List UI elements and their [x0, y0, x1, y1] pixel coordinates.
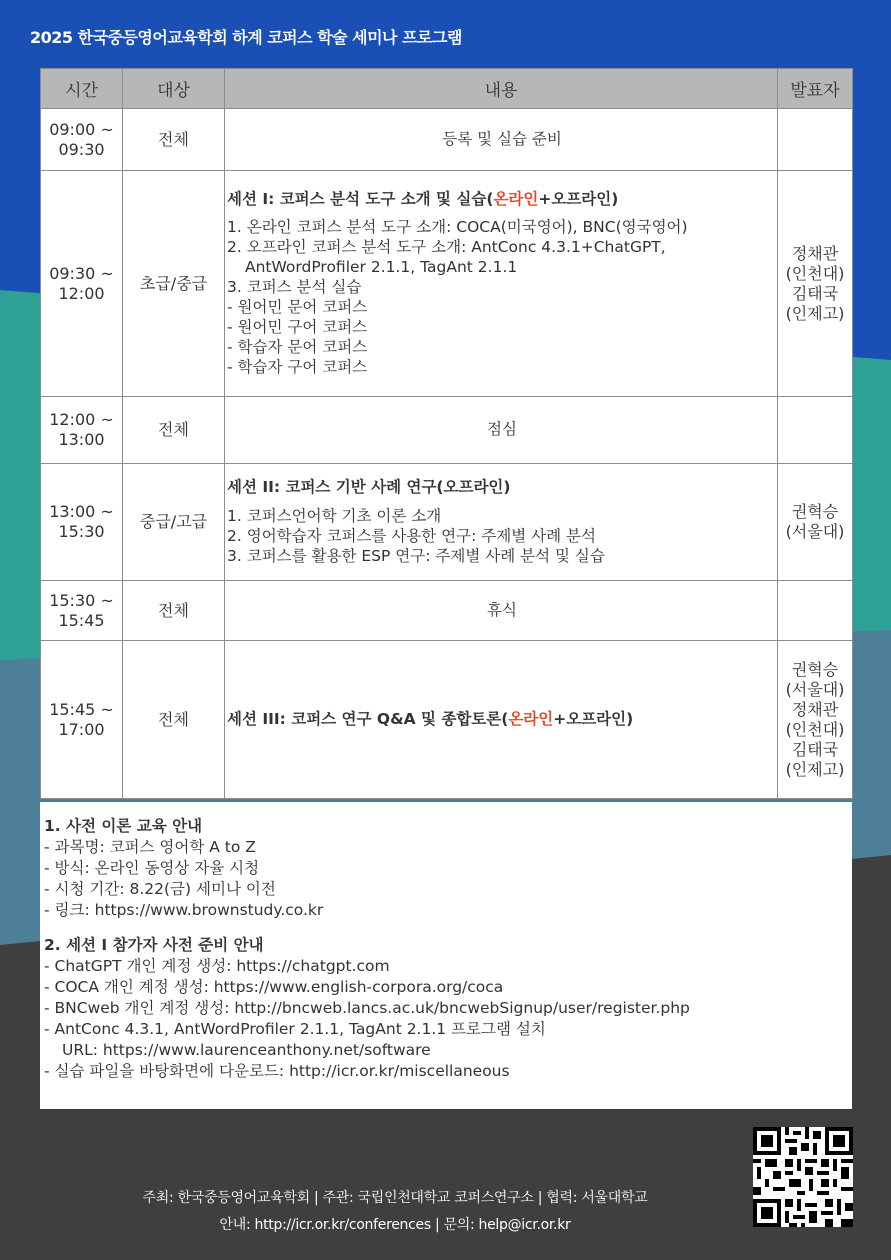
presenter-cell	[778, 581, 853, 641]
table-row	[41, 397, 853, 464]
table-header-row	[41, 69, 853, 109]
note-line: - AntConc 4.3.1, AntWordProfiler 2.1.1, TagAnt 2.1.1 프로그램 설치	[44, 1020, 546, 1038]
content-line: - 학습자 문어 코퍼스	[227, 338, 368, 357]
target-cell: 중급/고급	[123, 464, 225, 581]
page-title: 2025 한국중등영어교육학회 하계 코퍼스 학술 세미나 프로그램	[30, 28, 462, 47]
content-cell	[225, 171, 778, 397]
content-line: 1. 코퍼스언어학 기초 이론 소개	[227, 506, 442, 525]
note-line: - 실습 파일을 바탕화면에 다운로드: http://icr.or.kr/miscellaneous	[44, 1062, 510, 1080]
time-cell: 09:00 ~ 09:30	[41, 109, 123, 171]
content-cell: 점심	[225, 397, 778, 464]
target-cell: 전체	[123, 397, 225, 464]
content-line: AntWordProfiler 2.1.1, TagAnt 2.1.1	[245, 258, 518, 277]
session-title: 세션 I: 코퍼스 분석 도구 소개 및 실습(온라인+오프라인)	[227, 189, 619, 208]
session-title: 세션 II: 코퍼스 기반 사례 연구(오프라인)	[227, 478, 511, 497]
target-cell: 전체	[123, 581, 225, 641]
presenter-cell	[778, 397, 853, 464]
note-line: - COCA 개인 계정 생성: https://www.english-corpora.org/coca	[44, 978, 504, 996]
content-cell: 휴식	[225, 581, 778, 641]
note-line: - ChatGPT 개인 계정 생성: https://chatgpt.com	[44, 957, 390, 975]
presenter-cell: 권혁승 (서울대)	[778, 464, 853, 581]
content-line: 2. 오프라인 코퍼스 분석 도구 소개: AntConc 4.3.1+ChatGPT,	[227, 238, 666, 257]
time-cell: 12:00 ~ 13:00	[41, 397, 123, 464]
presenter-cell: 정채관 (인천대) 김태국 (인제고)	[778, 171, 853, 397]
qr-code-icon	[753, 1127, 853, 1227]
table-row	[41, 581, 853, 641]
content-cell	[225, 464, 778, 581]
footer-organizers: 주최: 한국중등영어교육학회 | 주관: 국립인천대학교 코퍼스연구소 | 협력: 서울대학교	[142, 1190, 648, 1206]
table-row	[41, 109, 853, 171]
table-row	[41, 641, 853, 799]
session-title: 세션 III: 코퍼스 연구 Q&A 및 종합토론(온라인+오프라인)	[227, 709, 634, 728]
time-cell: 15:30 ~ 15:45	[41, 581, 123, 641]
content-cell: 등록 및 실습 준비	[225, 109, 778, 171]
note-line: - 링크: https://www.brownstudy.co.kr	[44, 901, 324, 919]
notes-section-title: 2. 세션 I 참가자 사전 준비 안내	[44, 936, 264, 954]
online-highlight: 온라인	[493, 189, 539, 208]
note-line: - 과목명: 코퍼스 영어학 A to Z	[44, 838, 256, 856]
note-line: URL: https://www.laurenceanthony.net/software	[62, 1041, 431, 1059]
notes-panel	[40, 802, 852, 1109]
presenter-cell	[778, 109, 853, 171]
target-cell: 전체	[123, 641, 225, 799]
note-line: - BNCweb 개인 계정 생성: http://bncweb.lancs.ac.uk/bncwebSignup/user/register.php	[44, 999, 690, 1017]
presenter-cell: 권혁승 (서울대) 정채관 (인천대) 김태국 (인제고)	[778, 641, 853, 799]
footer	[0, 1185, 790, 1239]
content-cell	[225, 641, 778, 799]
table-row	[41, 464, 853, 581]
content-line: - 학습자 구어 코퍼스	[227, 358, 368, 377]
time-cell: 09:30 ~ 12:00	[41, 171, 123, 397]
time-cell: 15:45 ~ 17:00	[41, 641, 123, 799]
content-line: 2. 영어학습자 코퍼스를 사용한 연구: 주제별 사례 분석	[227, 526, 596, 545]
footer-contact: 안내: http://icr.or.kr/conferences | 문의: help@icr.or.kr	[219, 1217, 571, 1233]
header-target: 대상	[123, 69, 225, 109]
notes-section-title: 1. 사전 이론 교육 안내	[44, 817, 203, 835]
note-line: - 방식: 온라인 동영상 자율 시청	[44, 859, 260, 877]
online-highlight: 온라인	[508, 709, 554, 728]
time-cell: 13:00 ~ 15:30	[41, 464, 123, 581]
content-line: - 원어민 구어 코퍼스	[227, 318, 368, 337]
header-time: 시간	[41, 69, 123, 109]
content-line: - 원어민 문어 코퍼스	[227, 298, 368, 317]
header-content: 내용	[225, 69, 778, 109]
target-cell: 초급/중급	[123, 171, 225, 397]
table-row	[41, 171, 853, 397]
content-line: 3. 코퍼스를 활용한 ESP 연구: 주제별 사례 분석 및 실습	[227, 546, 605, 565]
target-cell: 전체	[123, 109, 225, 171]
header-presenter: 발표자	[778, 69, 853, 109]
content-line: 3. 코퍼스 분석 실습	[227, 278, 362, 297]
content-line: 1. 온라인 코퍼스 분석 도구 소개: COCA(미국영어), BNC(영국영어)	[227, 218, 688, 237]
note-line: - 시청 기간: 8.22(금) 세미나 이전	[44, 880, 276, 898]
schedule-table	[40, 68, 853, 799]
